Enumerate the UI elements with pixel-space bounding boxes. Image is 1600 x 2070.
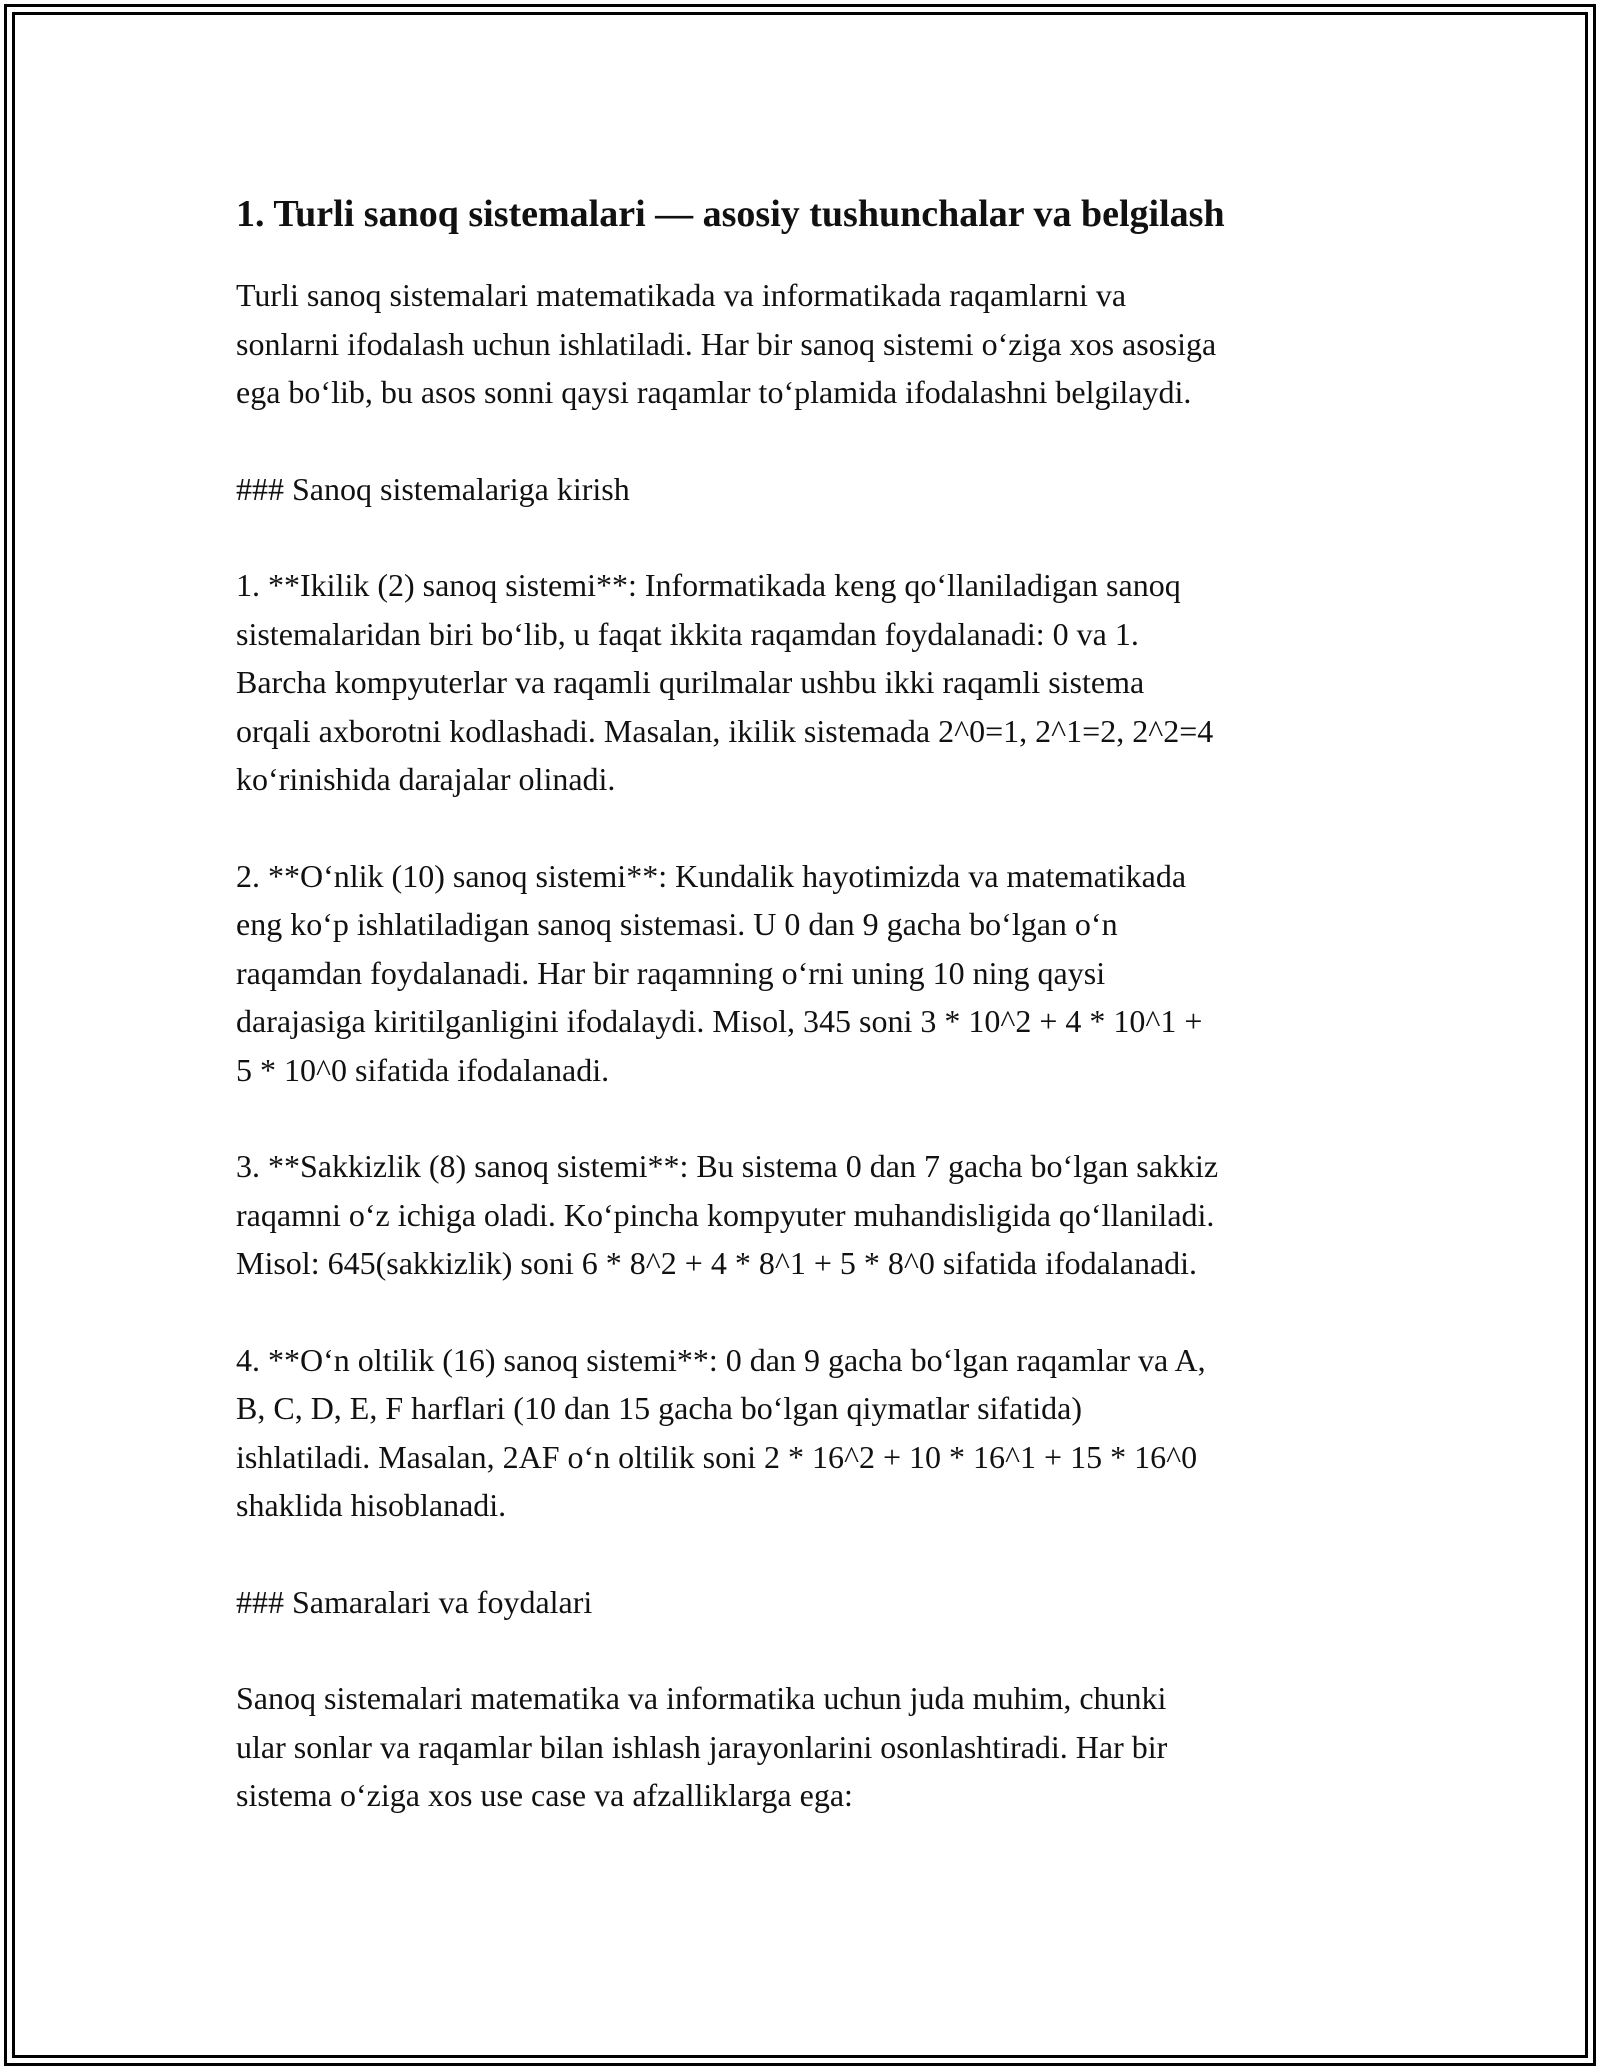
list-item-decimal: 2. **O‘nlik (10) sanoq sistemi**: Kundalik hayotimizda va matematikada eng ko‘p ishlatiladigan sanoq sistemasi. U 0 dan 9 gacha bo‘lgan o‘n raqamdan foydalanadi. Har bir raqamning o‘rni uning 10 ning qaysi darajasiga kiritilganligini ifodalaydi. Misol, 345 soni 3 * 10^2 + 4 * 10^1 + 5 * 10^0 sifatida ifodalanadi.	[236, 857, 1203, 1088]
document-title: 1. Turli sanoq sistemalari — asosiy tushunchalar va belgilash	[236, 193, 1225, 235]
list-item-hexadecimal: 4. **O‘n oltilik (16) sanoq sistemi**: 0 dan 9 gacha bo‘lgan raqamlar va A, B, C, D, E, F harflari (10 dan 15 gacha bo‘lgan qiymatlar sifatida) ishlatiladi. Masalan, 2AF o‘n oltilik soni 2 * 16^2 + 10 * 16^1 + 15 * 16^0 shaklida hisoblanadi.	[236, 1341, 1206, 1523]
list-item-binary: 1. **Ikilik (2) sanoq sistemi**: Informatikada keng qo‘llaniladigan sanoq sistemalaridan biri bo‘lib, u faqat ikkita raqamdan foydalanadi: 0 va 1. Barcha kompyuterlar va raqamli qurilmalar ushbu ikki raqamli sistema orqali axborotni kodlashadi. Masalan, ikilik sistemada 2^0=1, 2^1=2, 2^2=4 ko‘rinishida darajalar olinadi.	[236, 567, 1214, 797]
benefits-paragraph: Sanoq sistemalari matematika va informatika uchun juda muhim, chunki ular sonlar va raqamlar bilan ishlash jarayonlarini osonlashtiradi. Har bir sistema o‘ziga xos use case va afzalliklarga ega:	[236, 1680, 1168, 1813]
list-item-octal: 3. **Sakkizlik (8) sanoq sistemi**: Bu sistema 0 dan 7 gacha bo‘lgan sakkiz raqamni o‘z ichiga oladi. Ko‘pincha kompyuter muhandisligida qo‘llaniladi. Misol: 645(sakkizlik) soni 6 * 8^2 + 4 * 8^1 + 5 * 8^0 sifatida ifodalanadi.	[236, 1148, 1219, 1281]
document-body	[236, 185, 1376, 1868]
section-heading-intro: ### Sanoq sistemalariga kirish	[236, 470, 630, 507]
intro-paragraph: Turli sanoq sistemalari matematikada va informatikada raqamlarni va sonlarni ifodalash uchun ishlatiladi. Har bir sanoq sistemi o‘ziga xos asosiga ega bo‘lib, bu asos sonni qaysi raqamlar to‘plamida ifodalashni belgilaydi.	[236, 277, 1217, 410]
section-heading-benefits: ### Samaralari va foydalari	[236, 1583, 593, 1620]
